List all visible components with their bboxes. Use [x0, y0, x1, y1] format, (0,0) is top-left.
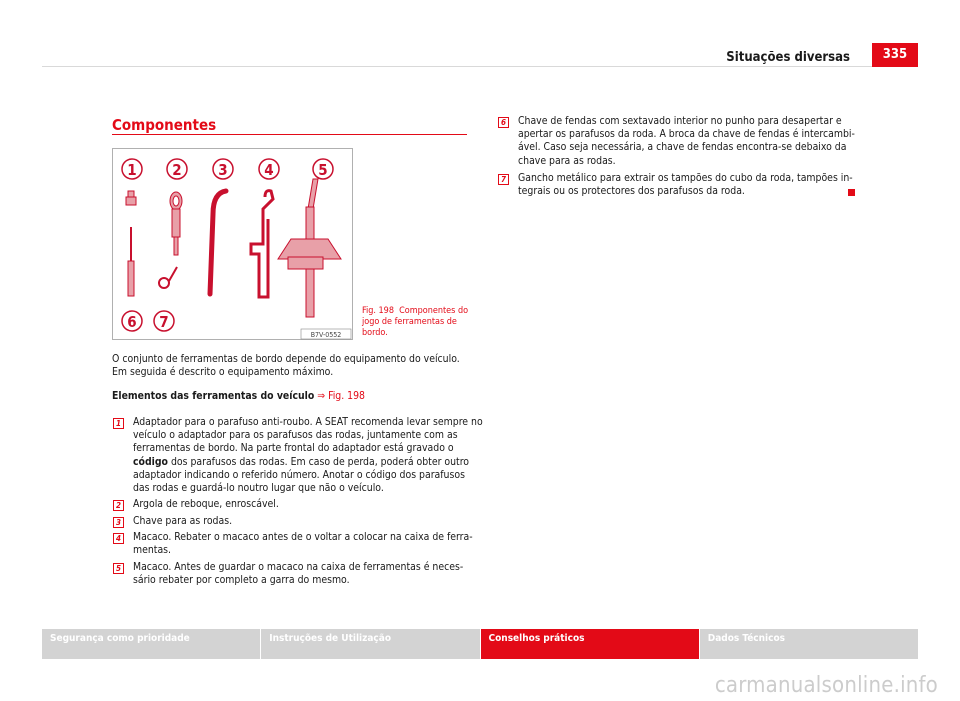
callout-3: 3 — [218, 161, 228, 179]
badge-5: 5 — [113, 563, 124, 574]
callout-6: 6 — [127, 313, 137, 331]
callout-5: 5 — [318, 161, 328, 179]
figure-caption — [362, 306, 472, 339]
elements-heading-label: Elementos das ferramentas do veículo — [112, 390, 315, 402]
list-item-2: Argola de reboque, enroscável. — [133, 498, 279, 510]
header-rule — [42, 66, 918, 67]
badge-6: 6 — [498, 117, 509, 128]
callout-1: 1 — [127, 161, 137, 179]
badge-2: 2 — [113, 500, 124, 511]
figure-tools — [112, 148, 353, 340]
list-item-6: Chave de fendas com sextavado interior no punho para desapertar e apertar os parafusos da roda. A broca da chave de fendas é intercambi- ável. Caso seja necessária, a chave de fendas encontra-se debaixo da chave para as rodas. — [518, 115, 855, 167]
end-marker — [848, 189, 855, 196]
list-item-4: Macaco. Rebater o macaco antes de o voltar a colocar na caixa de ferra- mentas. — [133, 531, 473, 557]
list-item-7: Gancho metálico para extrair os tampões do cubo da roda, tampões in- tegrais ou os protectores dos parafusos da roda. — [518, 172, 853, 198]
figure-caption-text: Componentes do jogo de ferramentas de bordo. — [362, 306, 469, 338]
watermark: carmanualsonline.info — [714, 673, 938, 698]
callout-7: 7 — [159, 313, 169, 331]
section-title: Componentes — [112, 116, 217, 134]
tool-1-adapter — [126, 191, 136, 205]
list-item-5: Macaco. Antes de guardar o macaco na caixa de ferramentas é neces- sário rebater por completo a garra do mesmo. — [133, 561, 464, 587]
footer-tab-seguranca[interactable]: Segurança como prioridade — [42, 629, 260, 659]
figure-caption-label: Fig. 198 — [362, 306, 394, 316]
callout-4: 4 — [264, 161, 274, 179]
badge-4: 4 — [113, 533, 124, 544]
tool-4-jack-lever — [251, 191, 273, 297]
list-item-3: Chave para as rodas. — [133, 515, 233, 527]
section-rule — [112, 134, 467, 135]
tool-3-wheel-wrench — [210, 191, 226, 294]
figure-reference-link[interactable]: ⇒ Fig. 198 — [317, 390, 365, 402]
figure-code: B7V-0552 — [310, 331, 342, 339]
tool-7-hook — [159, 267, 177, 288]
badge-3: 3 — [113, 517, 124, 528]
intro-paragraph: O conjunto de ferramentas de bordo depende do equipamento do veículo. Em seguida é descrito o equipamento máximo. — [112, 353, 460, 379]
footer-nav — [42, 629, 918, 659]
list-item-1: Adaptador para o parafuso anti-roubo. A SEAT recomenda levar sempre no veículo o adaptador para os parafusos das rodas, juntamente com as ferramentas de bordo. Na parte frontal do adaptador está gravado o código dos parafusos das rodas. Em caso de perda, poderá obter outro adaptador indicando o referido número. Anotar o código dos parafusos das rodas e guardá-lo noutro lugar que não o veículo. — [133, 416, 483, 495]
badge-1: 1 — [113, 418, 124, 429]
footer-tab-dados[interactable]: Dados Técnicos — [700, 629, 918, 659]
header-title: Situações diversas — [726, 50, 850, 65]
callout-2: 2 — [172, 161, 182, 179]
footer-tab-instrucoes[interactable]: Instruções de Utilização — [261, 629, 479, 659]
badge-7: 7 — [498, 174, 509, 185]
footer-tab-conselhos[interactable]: Conselhos práticos — [481, 629, 699, 659]
tool-6-screwdriver — [128, 227, 134, 296]
tool-2-towing-eye — [170, 192, 182, 255]
page-number: 335 — [872, 43, 918, 67]
elements-heading — [112, 390, 472, 403]
tool-5-jack — [278, 179, 341, 317]
